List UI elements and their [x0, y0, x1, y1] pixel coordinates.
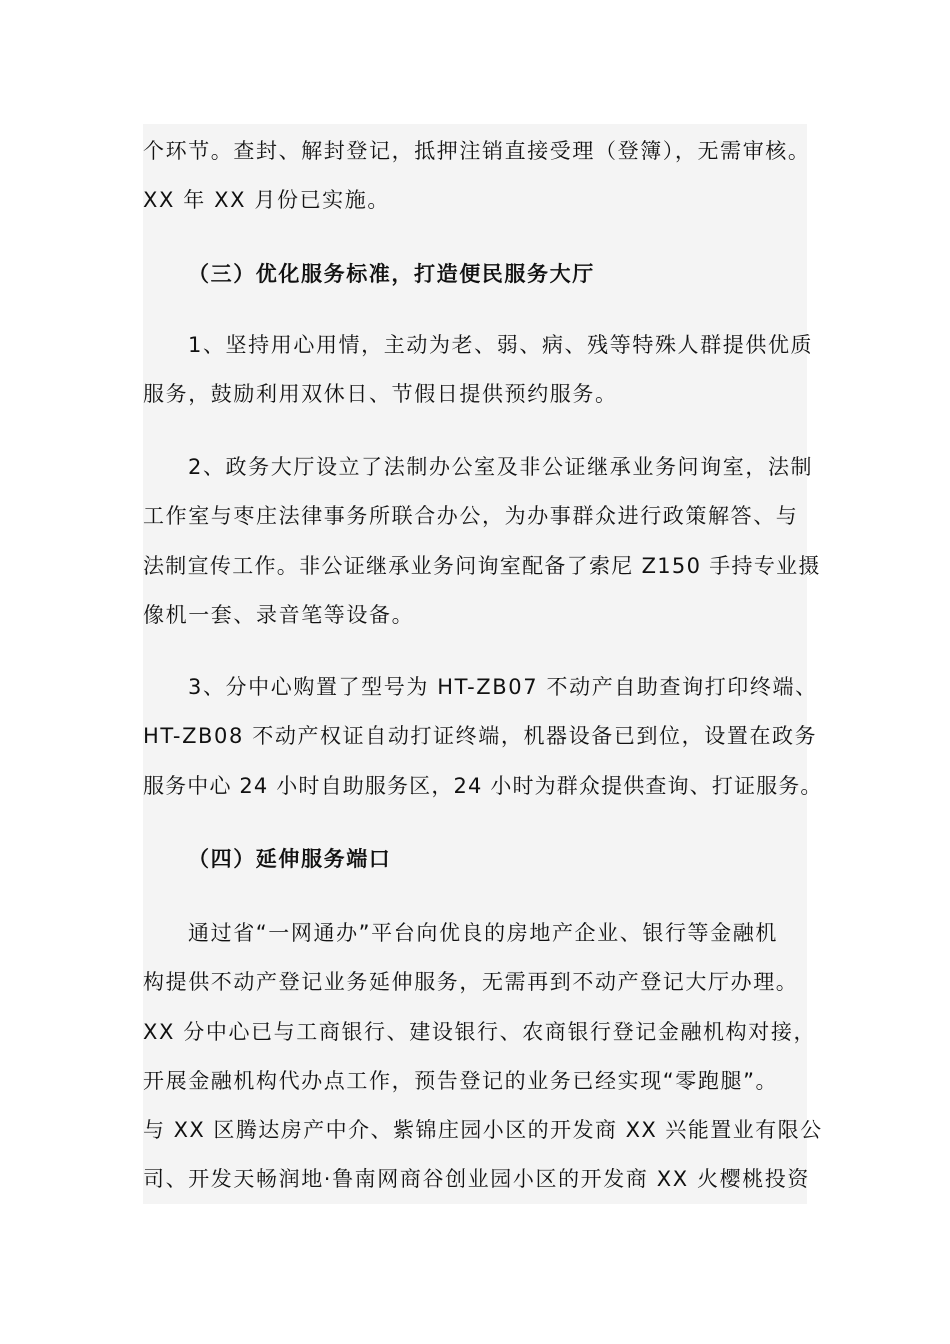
- section-heading-4: （四）延伸服务端口: [188, 847, 392, 871]
- text-line: 服务，鼓励利用双休日、节假日提供预约服务。: [143, 382, 618, 406]
- text-line: XX 年 XX 月份已实施。: [143, 188, 390, 212]
- text-line: HT-ZB08 不动产权证自动打证终端，机器设备已到位，设置在政务: [143, 724, 818, 748]
- text-line: 像机一套、录音笔等设备。: [143, 603, 415, 627]
- text-line: XX 分中心已与工商银行、建设银行、农商银行登记金融机构对接，: [143, 1020, 817, 1044]
- text-line: 构提供不动产登记业务延伸服务，无需再到不动产登记大厅办理。: [143, 970, 799, 994]
- text-line: 1、坚持用心用情，主动为老、弱、病、残等特殊人群提供优质: [188, 333, 814, 357]
- text-line: 通过省“一网通办”平台向优良的房地产企业、银行等金融机: [188, 921, 778, 945]
- text-line: 个环节。查封、解封登记，抵押注销直接受理（登簿），无需审核。: [143, 139, 811, 163]
- text-line: 2、政务大厅设立了法制办公室及非公证继承业务问询室，法制: [188, 455, 814, 479]
- text-line: 法制宣传工作。非公证继承业务问询室配备了索尼 Z150 手持专业摄: [143, 554, 821, 578]
- text-line: 服务中心 24 小时自助服务区，24 小时为群众提供查询、打证服务。: [143, 774, 823, 798]
- text-line: 3、分中心购置了型号为 HT-ZB07 不动产自助查询打印终端、: [188, 675, 818, 699]
- section-heading-3: （三）优化服务标准，打造便民服务大厅: [188, 262, 595, 286]
- text-line: 开展金融机构代办点工作，预告登记的业务已经实现“零跑腿”。: [143, 1069, 779, 1093]
- text-line: 与 XX 区腾达房产中介、紫锦庄园小区的开发商 XX 兴能置业有限公: [143, 1118, 823, 1142]
- text-line: 工作室与枣庄法律事务所联合办公，为办事群众进行政策解答、与: [143, 504, 799, 528]
- document-text-area: [143, 124, 823, 1204]
- text-line: 司、开发天畅润地·鲁南网商谷创业园小区的开发商 XX 火樱桃投资: [143, 1167, 810, 1191]
